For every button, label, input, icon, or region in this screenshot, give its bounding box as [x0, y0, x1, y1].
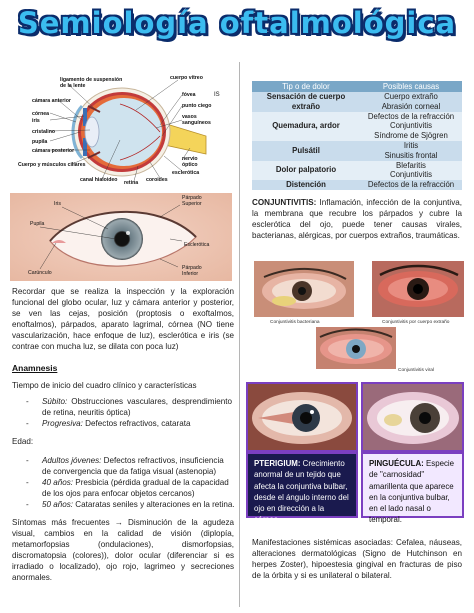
adultos-item: - Adultos jóvenes: Defectos refractivos, insuficiencia de convergencia que da fatiga visual (astenopia) — [26, 456, 224, 476]
column-divider — [239, 62, 240, 607]
caption-bacteriana: Conjuntivitis bacteriana — [270, 320, 320, 325]
pinguecula-term: PINGUÉCULA: — [369, 459, 424, 468]
cuarenta-term: 40 años: — [42, 478, 74, 487]
pterigium-text: Crecimiento anormal de un tejido que afecta la conjuntiva bulbar, desde el ángulo interno del ojo en dirección a la córnea. — [254, 459, 349, 525]
label-cristalino: cristalino — [32, 129, 56, 135]
photo-conjuntivitis-viral — [316, 327, 396, 369]
pain-causes — [360, 92, 462, 112]
label-vasos: vasos — [182, 114, 197, 120]
pain-type: Distención — [252, 180, 360, 190]
pinguecula-box — [361, 452, 464, 525]
label-nervio-2: óptico — [182, 162, 198, 168]
label-cornea: córnea — [32, 111, 50, 117]
cause-item: Conjuntivitis — [389, 170, 433, 180]
pain-type: Pulsátil — [252, 141, 360, 161]
conjuntivitis-paragraph — [252, 198, 462, 242]
pterigium-term: PTERIGIUM: — [254, 459, 301, 468]
adultos-term: Adultos jóvenes: — [42, 456, 102, 465]
conjuntivitis-term: CONJUNTIVITIS: — [252, 198, 317, 207]
label-ligamento: ligamento de suspensión — [60, 77, 123, 83]
label-cuerpo-musculos: Cuerpo y músculos ciliares — [18, 162, 86, 168]
cuarenta-item: - 40 años: Presbicia (pérdida gradual de la capacidad de los ojos para enfocar objetos cercanos) — [26, 478, 229, 498]
pterigium-box — [246, 452, 358, 525]
pinguecula-text: Especie de "carnosidad" amarillenta que aparece en la conjuntiva bulbar, en el lado nasal o temporal. — [369, 459, 455, 525]
table-row — [252, 141, 462, 161]
label-retina: retina — [124, 180, 139, 186]
pain-causes — [360, 112, 462, 141]
label-pupila: pupila — [32, 139, 48, 145]
label-nervio: nervio — [182, 156, 198, 162]
table-header-type: Tip o de dolor — [252, 81, 360, 92]
tiempo-text: Tiempo de inicio del cuadro clínico y características — [12, 381, 197, 390]
photo-label-pupila: Pupila — [30, 221, 45, 227]
table-header-causes: Posibles causas — [360, 81, 462, 92]
photo-label-esclerotica: Esclerótica — [184, 242, 210, 248]
photo-label-carunculo: Carúnculo — [28, 270, 52, 276]
cause-item: Cuerpo extraño — [384, 92, 438, 101]
eye-anatomy-diagram — [10, 70, 235, 188]
cause-item: Conjuntivitis — [389, 121, 433, 131]
subito-term: Súbito: — [42, 397, 68, 406]
cause-item: Síndrome de Sjögren — [374, 131, 448, 141]
label-canal-hialoideo: canal hialoideo — [80, 177, 118, 183]
conjuntivitis-text: Inflamación, infección de la conjuntiva, la membrana que recubre los párpados y cubre la esclerótica del ojo, puede tener causas virales, bacterianas, alérgicas, por cuerpos extraños, traumáticas. — [252, 198, 462, 240]
table-row — [252, 161, 462, 181]
progresiva-item: - Progresiva: Defectos refractivos, catarata — [26, 419, 191, 428]
photo-label-parpado-sup-2: Superior — [182, 201, 202, 207]
progresiva-term: Progresiva: — [42, 419, 83, 428]
cause-item: Blefaritis — [396, 160, 426, 170]
eye-external-photo — [10, 193, 232, 281]
cause-item: Iritis — [403, 140, 419, 150]
label-punto-ciego: punto ciego — [182, 103, 212, 109]
cincuenta-item: - 50 años: Cataratas seniles y alteraciones en la retina. — [26, 500, 235, 509]
pain-type: Dolor palpatorio — [252, 161, 360, 181]
cause-item: Defectos de la refracción — [367, 180, 455, 190]
label-camara-anterior: cámara anterior — [32, 98, 71, 104]
subito-text: Obstrucciones vasculares, desprendimiento de retina, neuritis óptica) — [42, 397, 232, 417]
sintomas-paragraph: Síntomas más frecuentes → Disminución de la agudeza visual, cambios en la calidad de visión (diplopía, metamorfopsias (ondulaciones), dismorfopsias, discromatopsia (colores)), dolor ocular (diferenciar si es irradiado o localizado), ojo rojo, lagrimeo y secreciones anormales. — [12, 518, 234, 582]
edad-label: Edad: — [12, 437, 34, 446]
cause-item: Abrasión corneal — [381, 101, 441, 111]
pain-type: Sensación de cuerpo extraño — [252, 92, 360, 112]
pain-type: Quemadura, ardor — [252, 112, 360, 141]
label-mark: IS — [214, 92, 220, 98]
caption-viral: Conjuntivitis viral — [398, 368, 434, 373]
pain-causes — [360, 141, 462, 161]
progresiva-text: Defectos refractivos, catarata — [82, 419, 191, 428]
table-header-row — [252, 81, 462, 92]
label-camara-posterior: cámara posterior — [32, 148, 75, 154]
table-row — [252, 92, 462, 112]
subito-item: - Súbito: Obstrucciones vasculares, desprendimiento de retina, neuritis óptica) — [26, 397, 232, 417]
photo-conjuntivitis-cuerpo-extrano — [372, 261, 464, 317]
photo-conjuntivitis-bacteriana — [254, 261, 354, 317]
photo-label-parpado-inf: Párpado — [182, 265, 202, 271]
label-esclerotica: esclerótica — [172, 170, 200, 176]
cause-item: Defectos de la refracción — [367, 111, 455, 121]
table-row — [252, 180, 462, 190]
anamnesis-heading: Anamnesis — [12, 363, 58, 373]
pain-causes — [360, 161, 462, 181]
cincuenta-term: 50 años: — [42, 500, 74, 509]
label-coroides: coroides — [146, 177, 168, 183]
photo-label-iris: Iris — [54, 201, 61, 207]
page-title: Semiología oftalmológica — [17, 6, 457, 40]
label-cuerpo-vitreo: cuerpo vítreo — [170, 75, 203, 81]
photo-pinguecula — [361, 382, 464, 452]
intro-paragraph: Recordar que se realiza la inspección y la exploración funcional del globo ocular, luz y cámara anterior y posterior, se ven las cejas, posición (proptosis o exoftalmos, enoftalmos), párpados, aparato lagrimal, córnea (NO tiene vascularización, hace enfoque de luz), esclerótica e iris (se contrae con mucha luz, se dilata con poca luz) — [12, 287, 234, 351]
label-vasos-2: sanguíneos — [182, 120, 211, 126]
adultos-text: Defectos refractivos, insuficiencia de convergencia que da fatiga visual (astenopia) — [42, 456, 224, 476]
cuarenta-text: Presbicia (pérdida gradual de la capacidad de los ojos para enfocar objetos cercanos) — [42, 478, 229, 498]
label-fovea: fóvea — [182, 92, 196, 98]
pain-causes — [360, 180, 462, 190]
photo-label-parpado-inf-2: Inferior — [182, 271, 199, 277]
table-row — [252, 112, 462, 141]
label-ligamento-2: de la lente — [60, 83, 86, 89]
manifestaciones-paragraph: Manifestaciones sistémicas asociadas: Cefalea, náuseas, alteraciones dermatológicas (Signo de Hutchinson en herpes Zoster), hipoestesia gingival en fracturas de piso de la órbita y si es unilateral o bilateral. — [252, 538, 462, 580]
cause-item: Sinusitis frontal — [384, 150, 438, 160]
photo-pterigium — [246, 382, 358, 452]
cincuenta-text: Cataratas seniles y alteraciones en la retina. — [73, 500, 235, 509]
caption-cuerpo-extrano: Conjuntivitis por cuerpo extraño — [382, 320, 450, 325]
photo-label-parpado-sup: Párpado — [182, 195, 202, 201]
label-iris: iris — [32, 118, 40, 124]
pain-type-table — [252, 81, 462, 190]
